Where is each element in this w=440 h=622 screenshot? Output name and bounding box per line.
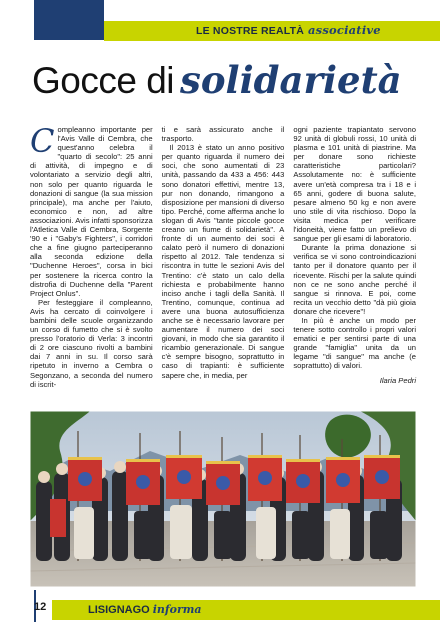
magazine-name-plain: LISIGNAGO bbox=[88, 604, 150, 616]
magazine-name bbox=[88, 603, 202, 616]
paragraph: Il 2013 è stato un anno positivo per quanto riguarda il numero dei soci, che sono aumentati di 23 unità, passando da 433 a 456: 443 sono donatori effettivi, mentre 13, pur non donando, rimangono a disposizione per mansioni di diverso tipo. Perché, come afferma anche lo slogan di Avis "tante piccole gocce creano un fiume di solidarietà". A fronte di un aumento dei soci è calato però il numero di donazioni rispetto al 2012. Tale tendenza si riscontra in tutte le sezioni Avis del Trentino: c'è stato un calo della richiesta e probabilmente hanno inciso anche i tagli della Sanità. Il Trentino, comunque, continua ad avere una buona autosufficienza anche se è necessario lavorare per aumentare il numero dei soci giovani, in modo che sia garantito il ricambio generazionale. Di sangue c'è sempre bisogno, soprattutto in caso di trapianti: è sufficiente sapere che, in media, per bbox=[161, 143, 285, 380]
paragraph: Compleanno importante per l'Avis Valle di Cembra, che quest'anno celebra il "quarto di secolo": 25 anni di attività, di impegno e di volontariato a servizio degli altri, non solo per quanto riguarda le donazioni di sangue (la sua mission principale), ma anche per l'aiuto, economico e non, ad altre associazioni. Avis infatti sponsorizza l'Atletica Valle di Cembra, Sorgente '90 e i "Gaby's Fighters", i corridori che a fine giugno parteciperanno alla seconda edizione della "Duchenne Heroes", corsa in bici per sostenere la ricerca contro la distrofia di Duchenne della "Parent Project Onlus". bbox=[30, 122, 153, 298]
page-number: 12 bbox=[34, 601, 47, 613]
article-title-plain: Gocce di bbox=[32, 60, 175, 101]
paragraph: ogni paziente trapiantato servono 92 unità di globuli rossi, 10 unità di plasma e 101 unità di piastrine. Ma per donare sono richieste caratteristiche particolari? Assolutamente no: è sufficiente avere un'età compresa tra i 18 e i 65 anni, godere di buona salute, pesare almeno 50 kg e non avere uno stile di vita rischioso. Dopo la visita medica per verificare l'idoneità, viene fatto un prelievo di sangue per gli esami di laboratorio. bbox=[293, 125, 417, 244]
paragraph: Per festeggiare il compleanno, Avis ha cercato di coinvolgere i bambini delle scuole organizzando un corso di fumetto che si è svolto presso l'oratorio di Verla: 3 incontri di 2 ore ciascuno rivolti a bambini dai 7 anni in su. Il corso sarà ripetuto in inverno a Cembra o Segonzano, a seconda del numero di iscrit- bbox=[30, 297, 153, 389]
paragraph: Durante la prima donazione si verifica se vi sono controindicazioni tanto per il donatore quanto per il ricevente. Rischi per la salute quindi non ce ne sono anche perché il sangue si rinnova. E poi, come recita un vecchio detto "dà più gioia donare che ricevere"! bbox=[293, 243, 417, 316]
article-author: Ilaria Pedri bbox=[379, 375, 417, 385]
magazine-name-script: informa bbox=[152, 603, 202, 616]
paragraph: In più è anche un modo per tenere sotto controllo i propri valori ematici e per sentirsi parte di una grande "famiglia" unita da un legame "di sangue" ma anche (e soprattutto) di valori. bbox=[293, 315, 417, 371]
article-body bbox=[30, 122, 417, 389]
header-blue-block bbox=[34, 0, 104, 40]
article-title bbox=[32, 58, 402, 102]
drop-cap: C bbox=[30, 122, 55, 160]
article-column-2 bbox=[162, 125, 285, 389]
section-header bbox=[196, 23, 381, 37]
article-photo bbox=[30, 411, 416, 587]
article-title-script: solidarietà bbox=[180, 58, 402, 102]
paragraph: ti e sarà assicurato anche il trasporto. bbox=[161, 125, 285, 144]
section-title-script: associative bbox=[308, 23, 381, 37]
section-title: LE NOSTRE REALTÀ bbox=[196, 25, 305, 37]
article-column-3 bbox=[293, 125, 416, 389]
article-column-1 bbox=[30, 122, 153, 389]
